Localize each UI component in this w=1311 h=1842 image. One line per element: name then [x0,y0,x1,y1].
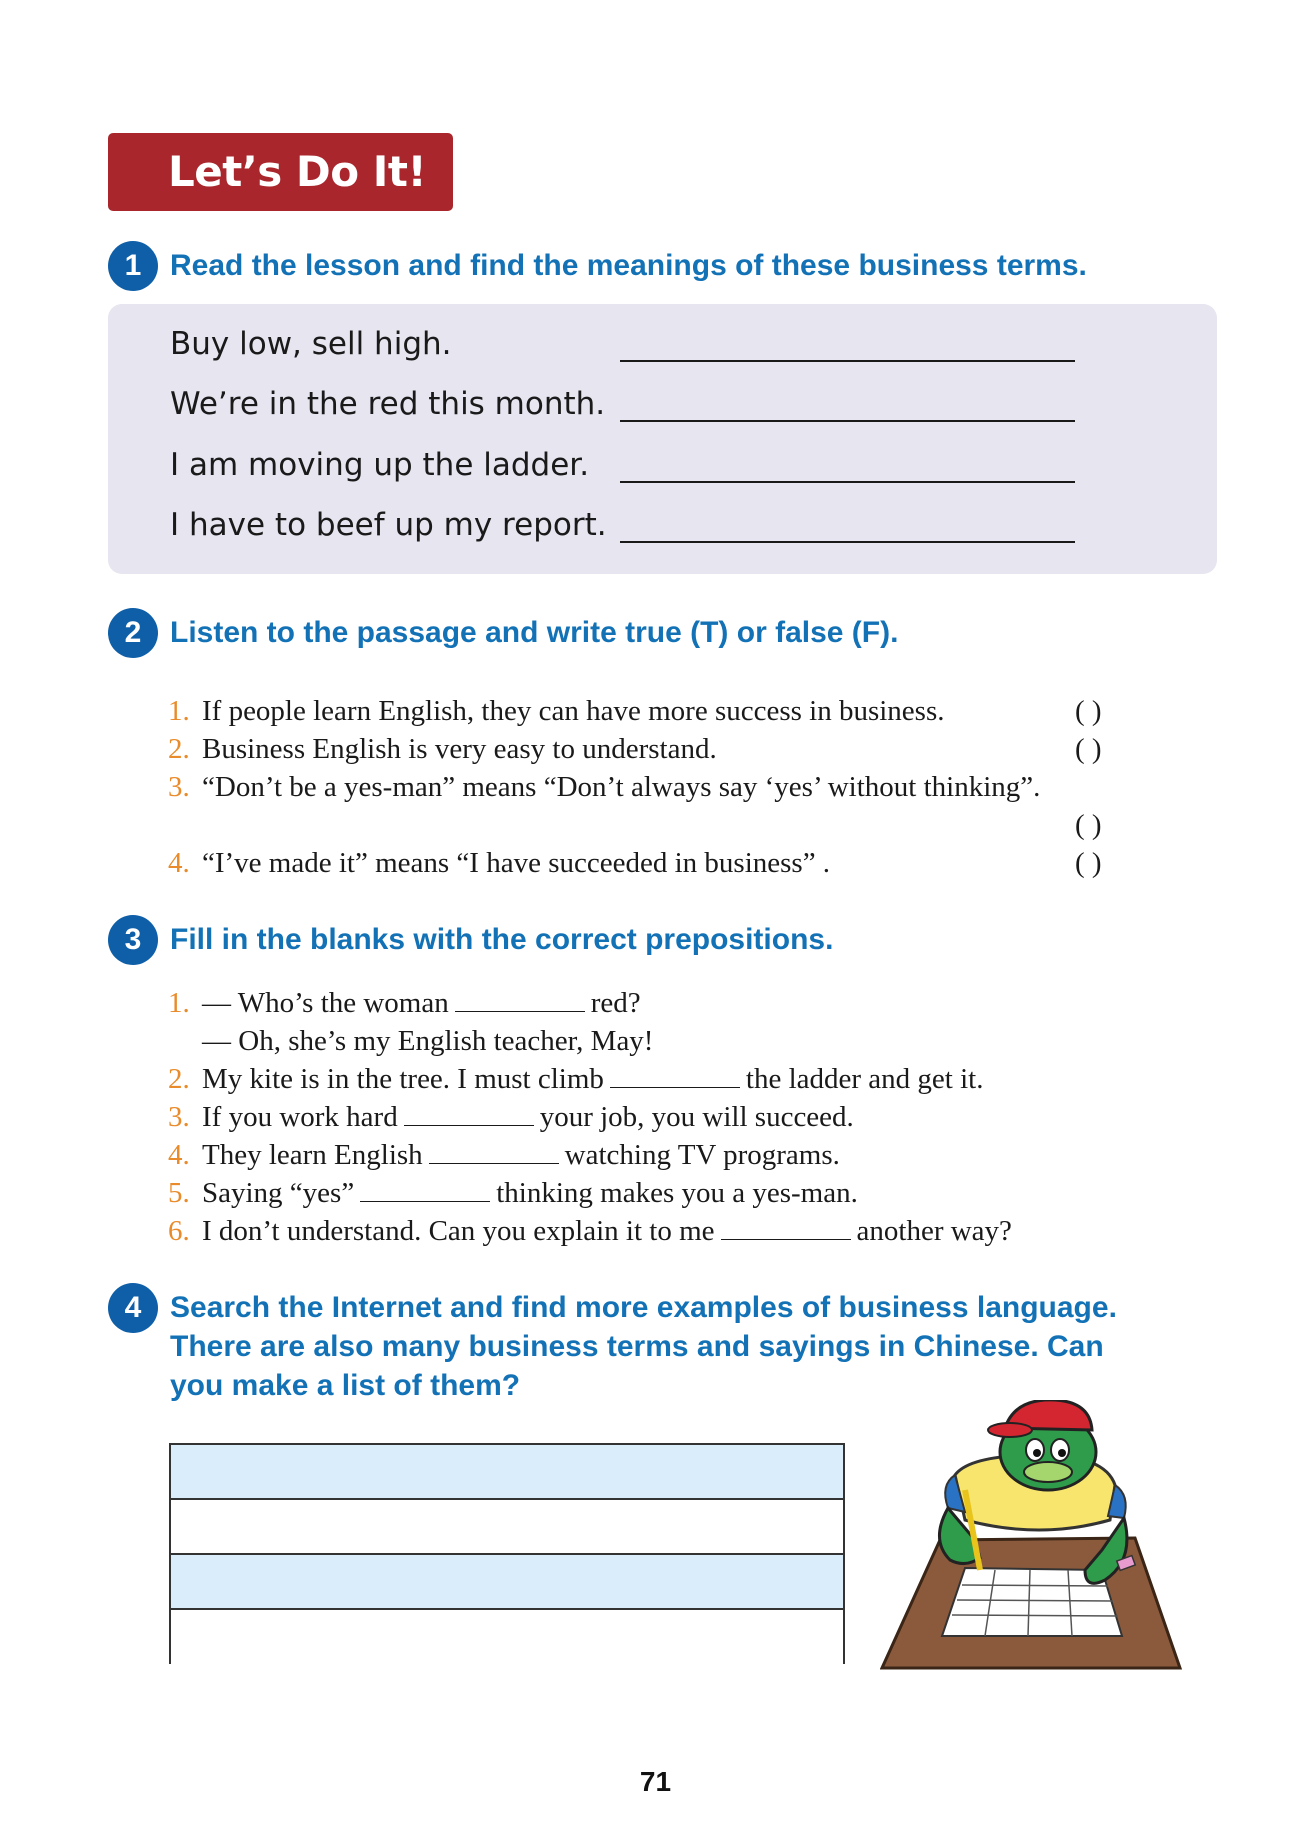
tf-answer-4[interactable]: ( ) [1075,847,1102,879]
list-row-1[interactable] [171,1445,843,1500]
item-text: “Don’t be a yes-man” means “Don’t always say ‘yes’ without thinking”. [202,771,1041,803]
item-number: 2. [168,733,190,765]
tf-answer-2[interactable]: ( ) [1075,733,1102,765]
item-text-before: Saying “yes” [202,1177,355,1209]
item-number: 3. [168,771,190,803]
item-number: 1. [168,695,190,727]
section-2-number: 2 [108,608,158,658]
answer-line-3[interactable] [620,481,1075,483]
item-number: 2. [168,1063,190,1095]
list-row-4[interactable] [171,1610,843,1665]
item-text-before: My kite is in the tree. I must climb [202,1063,604,1095]
item-text-after: thinking makes you a yes-man. [496,1177,858,1209]
section-4-heading-line-3: you make a list of them? [170,1369,521,1402]
fill-blank-4[interactable] [429,1139,559,1164]
item-text: If people learn English, they can have more success in business. [202,695,945,727]
list-row-2[interactable] [171,1500,843,1555]
answer-line-1[interactable] [620,360,1075,362]
term-2: We’re in the red this month. [170,386,606,422]
section-1-number: 1 [108,241,158,291]
item-number: 4. [168,847,190,879]
answer-list-grid [169,1443,845,1664]
list-row-3[interactable] [171,1555,843,1610]
tf-answer-1[interactable]: ( ) [1075,695,1102,727]
fill-blank-5[interactable] [360,1177,490,1202]
term-4: I have to beef up my report. [170,507,607,543]
item-text: “I’ve made it” means “I have succeeded in business” . [202,847,831,879]
item-text: Business English is very easy to understand. [202,733,717,765]
item-number: 3. [168,1101,190,1133]
item-text: — Oh, she’s my English teacher, May! [202,1025,654,1057]
item-text-before: If you work hard [202,1101,398,1133]
item-number: 5. [168,1177,190,1209]
section-3-number: 3 [108,915,158,965]
section-1-heading: Read the lesson and find the meanings of these business terms. [170,249,1087,282]
item-text-before: — Who’s the woman [202,987,449,1019]
section-4-heading-line-1: Search the Internet and find more examples of business language. [170,1291,1117,1324]
fill-blank-3[interactable] [404,1101,534,1126]
page-number: 71 [639,1766,672,1797]
item-number: 6. [168,1215,190,1247]
answer-line-2[interactable] [620,420,1075,422]
dinosaur-writing-illustration [880,1400,1190,1675]
lets-do-it-banner: Let’s Do It! [108,133,453,211]
item-number: 4. [168,1139,190,1171]
item-text-after: the ladder and get it. [745,1063,984,1095]
term-3: I am moving up the ladder. [170,447,590,483]
section-4-number: 4 [108,1283,158,1333]
fill-blank-6[interactable] [721,1215,851,1240]
term-1: Buy low, sell high. [170,326,452,362]
item-text-after: watching TV programs. [564,1139,840,1171]
item-text-after: another way? [856,1215,1012,1247]
fill-blank-2[interactable] [610,1063,740,1088]
item-text-after: your job, you will succeed. [539,1101,854,1133]
section-3-heading: Fill in the blanks with the correct prepositions. [170,923,834,956]
item-text-after: red? [590,987,641,1019]
item-number: 1. [168,987,190,1019]
answer-line-4[interactable] [620,541,1075,543]
item-text-before: They learn English [202,1139,423,1171]
section-4-heading-line-2: There are also many business terms and sayings in Chinese. Can [170,1330,1104,1363]
fill-blank-1[interactable] [455,987,585,1012]
section-2-heading: Listen to the passage and write true (T) or false (F). [170,616,899,649]
item-text-before: I don’t understand. Can you explain it to me [202,1215,715,1247]
tf-answer-3[interactable]: ( ) [1075,809,1102,841]
